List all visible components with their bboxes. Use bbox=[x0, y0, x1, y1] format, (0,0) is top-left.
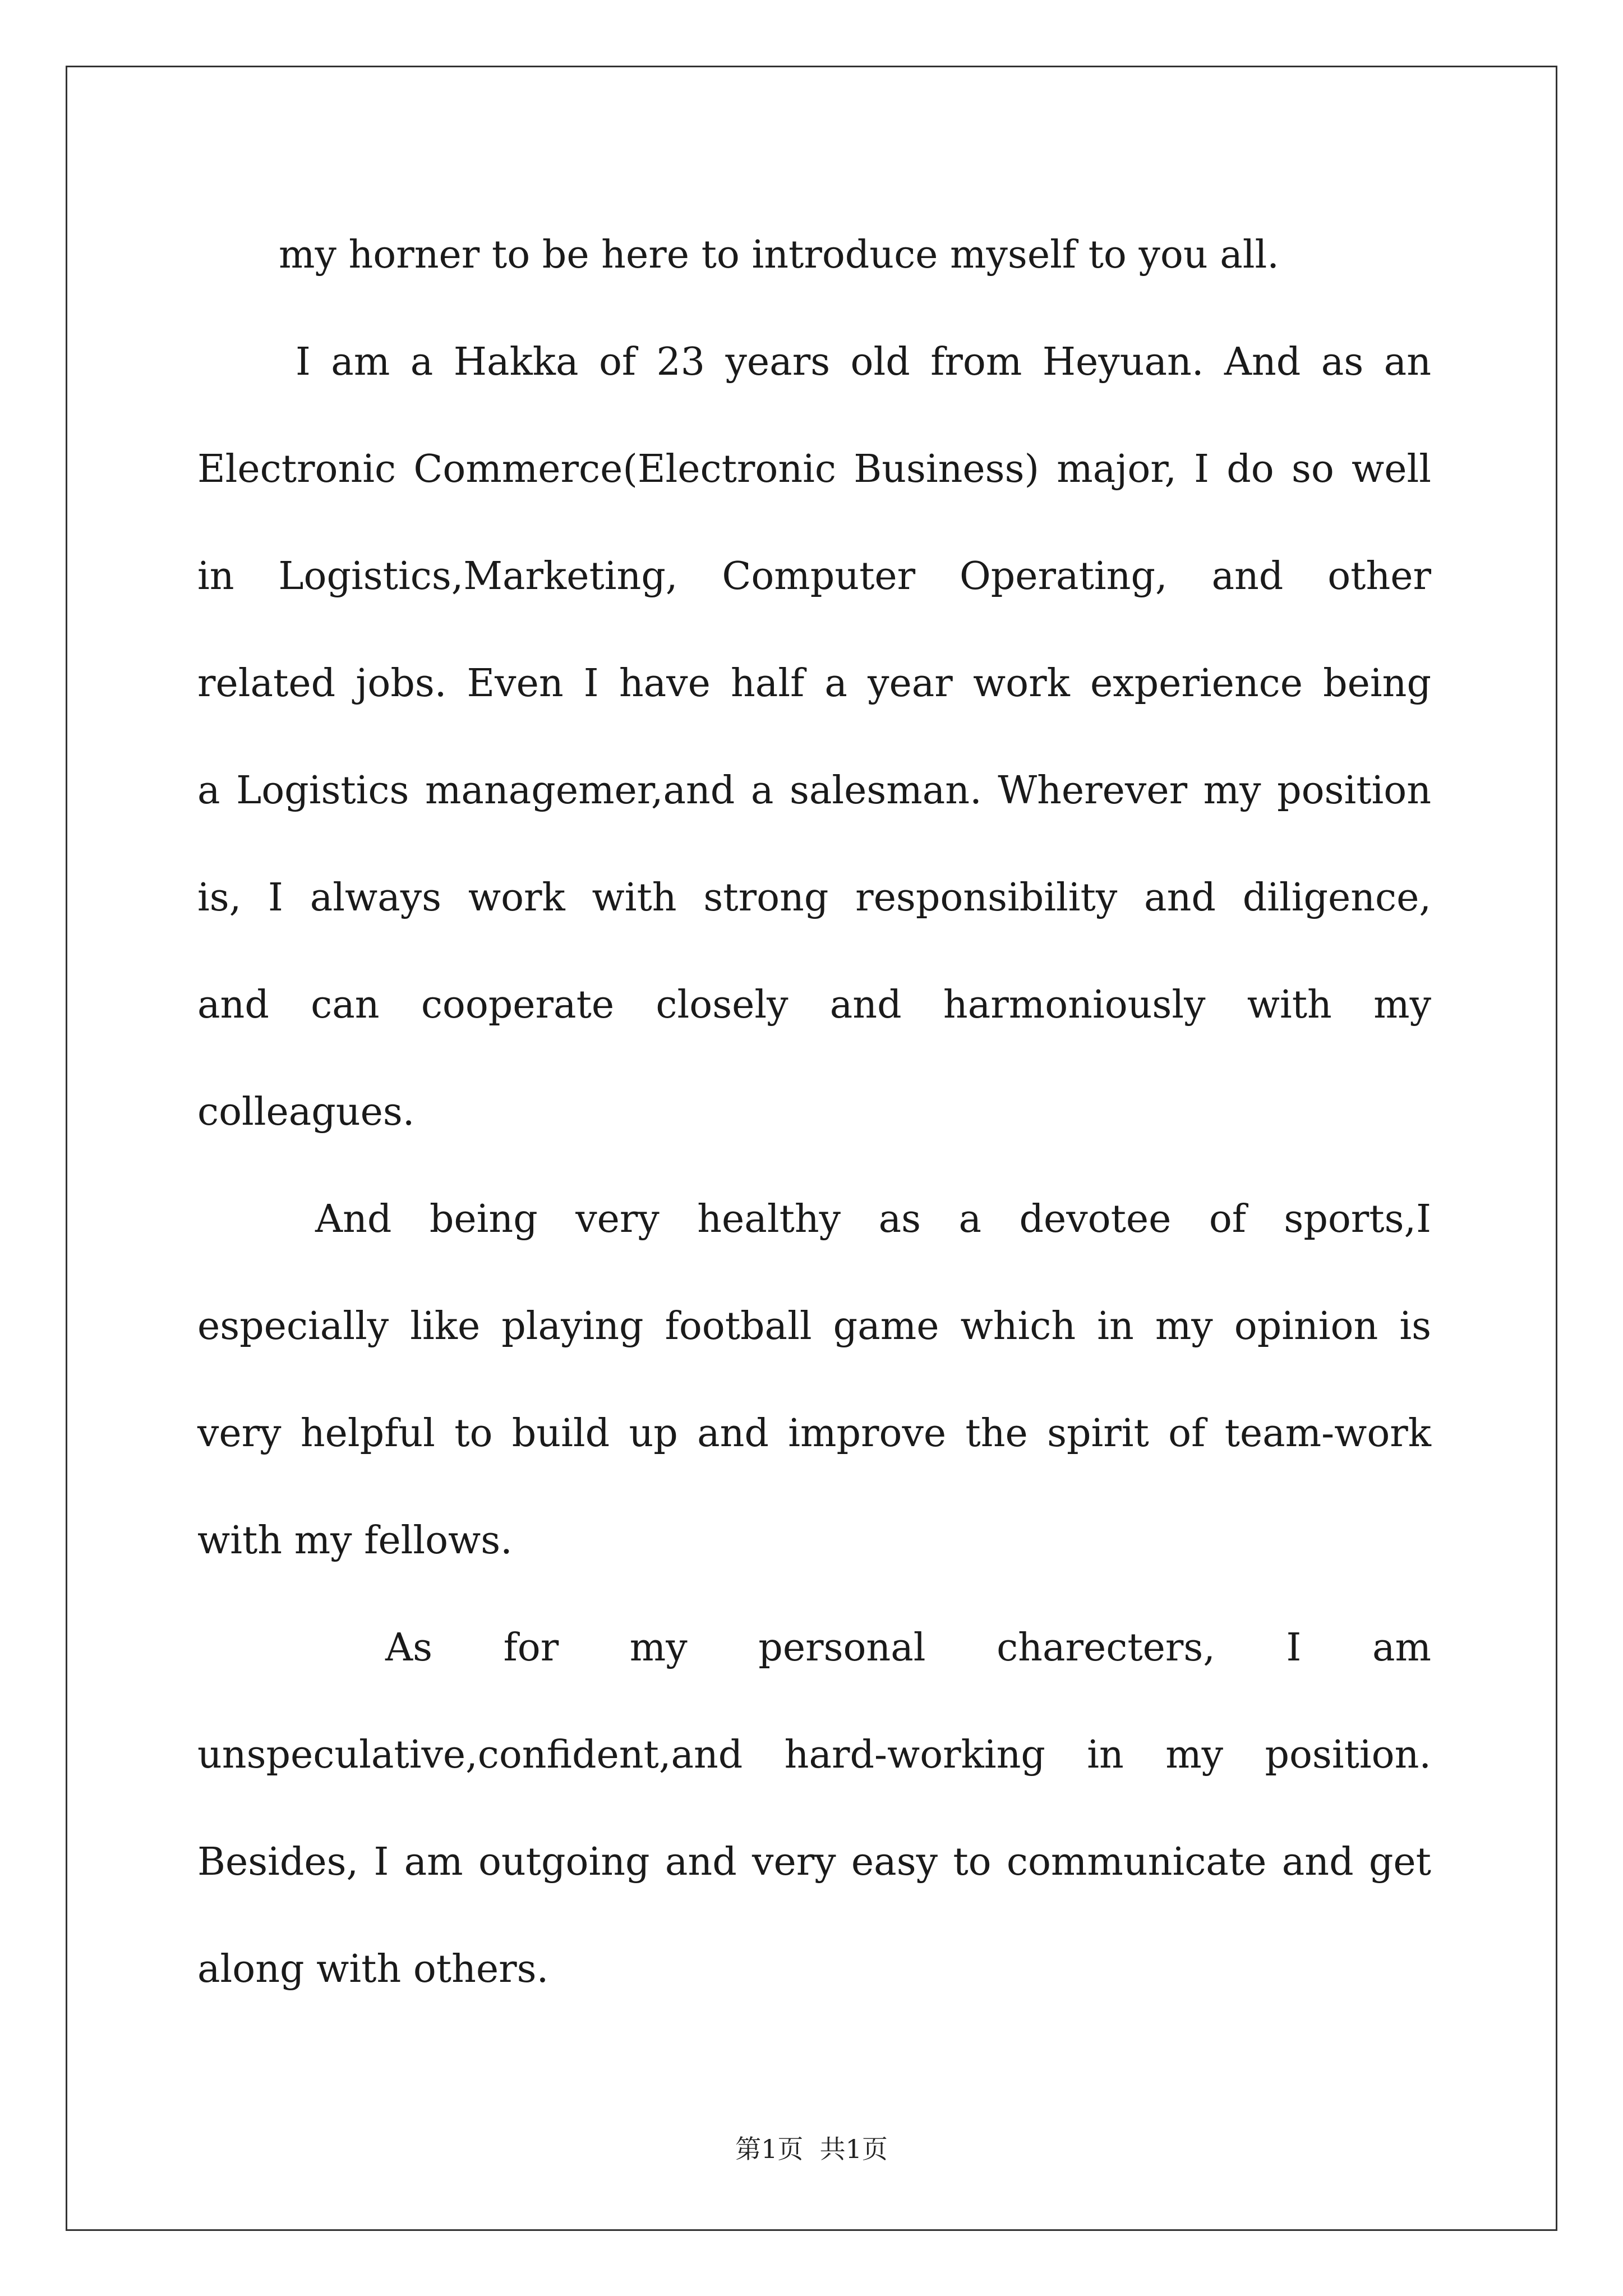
text-line: with my fellows. bbox=[197, 1519, 513, 1563]
text-line: And being very healthy as a devotee of sports,I bbox=[315, 1197, 1431, 1241]
text-line: in Logistics,Marketing, Computer Operating, and other bbox=[197, 554, 1431, 599]
text-line: As for my personal charecters, I am bbox=[385, 1626, 1431, 1670]
document-body bbox=[197, 213, 1431, 2035]
text-line: unspeculative,confident,and hard-working in my position. bbox=[197, 1733, 1431, 1777]
text-line: along with others. bbox=[197, 1947, 549, 1991]
text-line: my horner to be here to introduce myself to you all. bbox=[279, 233, 1279, 277]
text-line: Besides, I am outgoing and very easy to communicate and get bbox=[197, 1840, 1431, 1884]
text-line: a Logistics managemer,and a salesman. Wherever my position bbox=[197, 769, 1431, 813]
text-line: and can cooperate closely and harmoniously with my bbox=[197, 983, 1431, 1027]
text-line: especially like playing football game which in my opinion is bbox=[197, 1304, 1431, 1349]
text-line: I am a Hakka of 23 years old from Heyuan. And as an bbox=[296, 340, 1431, 384]
page-footer: 第1页 共1页 bbox=[735, 2134, 888, 2164]
text-line: very helpful to build up and improve the spirit of team-work bbox=[197, 1411, 1431, 1456]
text-line: related jobs. Even I have half a year work experience being bbox=[197, 661, 1431, 706]
text-line: Electronic Commerce(Electronic Business) major, I do so well bbox=[197, 447, 1431, 491]
text-line: is, I always work with strong responsibility and diligence, bbox=[197, 876, 1431, 920]
text-line: colleagues. bbox=[197, 1090, 415, 1134]
